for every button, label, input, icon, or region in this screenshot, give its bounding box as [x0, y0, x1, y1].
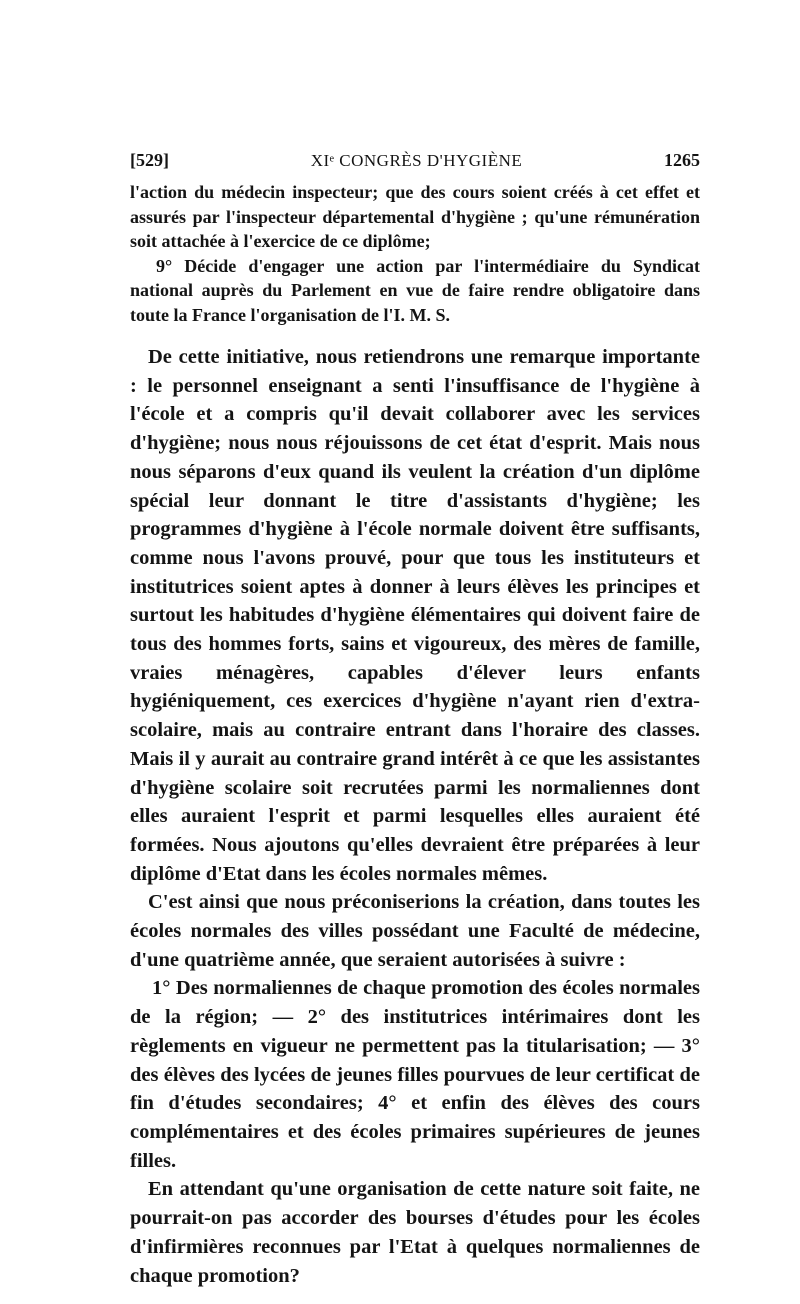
page-number: 1265	[664, 150, 700, 170]
paragraph-proposal: C'est ainsi que nous préconiserions la création, dans toutes les écoles normales des villes possédant une Faculté de médecine, d'une quatrième année, que seraient autorisées à suivre :	[130, 891, 700, 971]
page-reference: [529]	[130, 150, 169, 170]
running-title: XIᵉ CONGRÈS D'HYGIÈNE	[310, 151, 523, 170]
resolution-continuation	[130, 180, 700, 327]
paragraph-enumeration: 1° Des normaliennes de chaque promotion des écoles normales de la région; — 2° des institutrices intérimaires dont les règlements en vigueur ne permettent pas la titularisation; — 3° des élèves des lycées de jeunes filles pourvues de leur certificat de fin d'études secondaires; 4° et enfin des élèves des cours complémentaires et des écoles primaires supérieures de jeunes filles.	[130, 977, 700, 1172]
commentary-section	[130, 343, 700, 1290]
paragraph-initiative: De cette initiative, nous retiendrons une remarque importante : le personnel enseignant a senti l'insuffisance de l'hygiène à l'école et a compris qu'il devait collaborer avec les services d'hygiène; nous nous réjouissons de cet état d'esprit. Mais nous nous séparons d'eux quand ils veulent la création d'un diplôme spécial leur donnant le titre d'assistants d'hygiène; les programmes d'hygiène à l'école normale doivent être suffisants, comme nous l'avons prouvé, pour que tous les instituteurs et institutrices soient aptes à donner à leurs élèves les principes et surtout les habitudes d'hygiène élémentaires qui doivent faire de tous des hommes forts, sains et vigoureux, des mères de famille, vraies ménagères, capables d'élever leurs enfants hygiéniquement, ces exercices d'hygiène n'ayant rien d'extra-scolaire, mais au contraire entrant dans l'horaire des classes. Mais il y aurait au contraire grand intérêt à ce que les assistantes d'hygiène scolaire soit recrutées parmi les normaliennes dont elles auraient l'esprit et parmi lesquelles elles auraient été formées. Nous ajoutons qu'elles devraient être préparées à leur diplôme d'Etat dans les écoles normales mêmes.	[130, 346, 700, 885]
paragraph-continuation: l'action du médecin inspecteur; que des cours soient créés à cet effet et assurés par l'inspecteur départemental d'hygiène ; qu'une rémunération soit attachée à l'exercice de ce diplôme;	[130, 182, 700, 251]
running-header	[130, 150, 700, 178]
book-page	[130, 150, 700, 1290]
paragraph-bourses: En attendant qu'une organisation de cette nature soit faite, ne pourrait-on pas accorder des bourses d'études pour les écoles d'infirmières reconnues par l'Etat à quelques normaliennes de chaque promotion?	[130, 1178, 700, 1287]
paragraph-resolution-9: 9° Décide d'engager une action par l'intermédiaire du Syndicat national auprès du Parlement en vue de faire rendre obligatoire dans toute la France l'organisation de l'I. M. S.	[130, 255, 700, 325]
